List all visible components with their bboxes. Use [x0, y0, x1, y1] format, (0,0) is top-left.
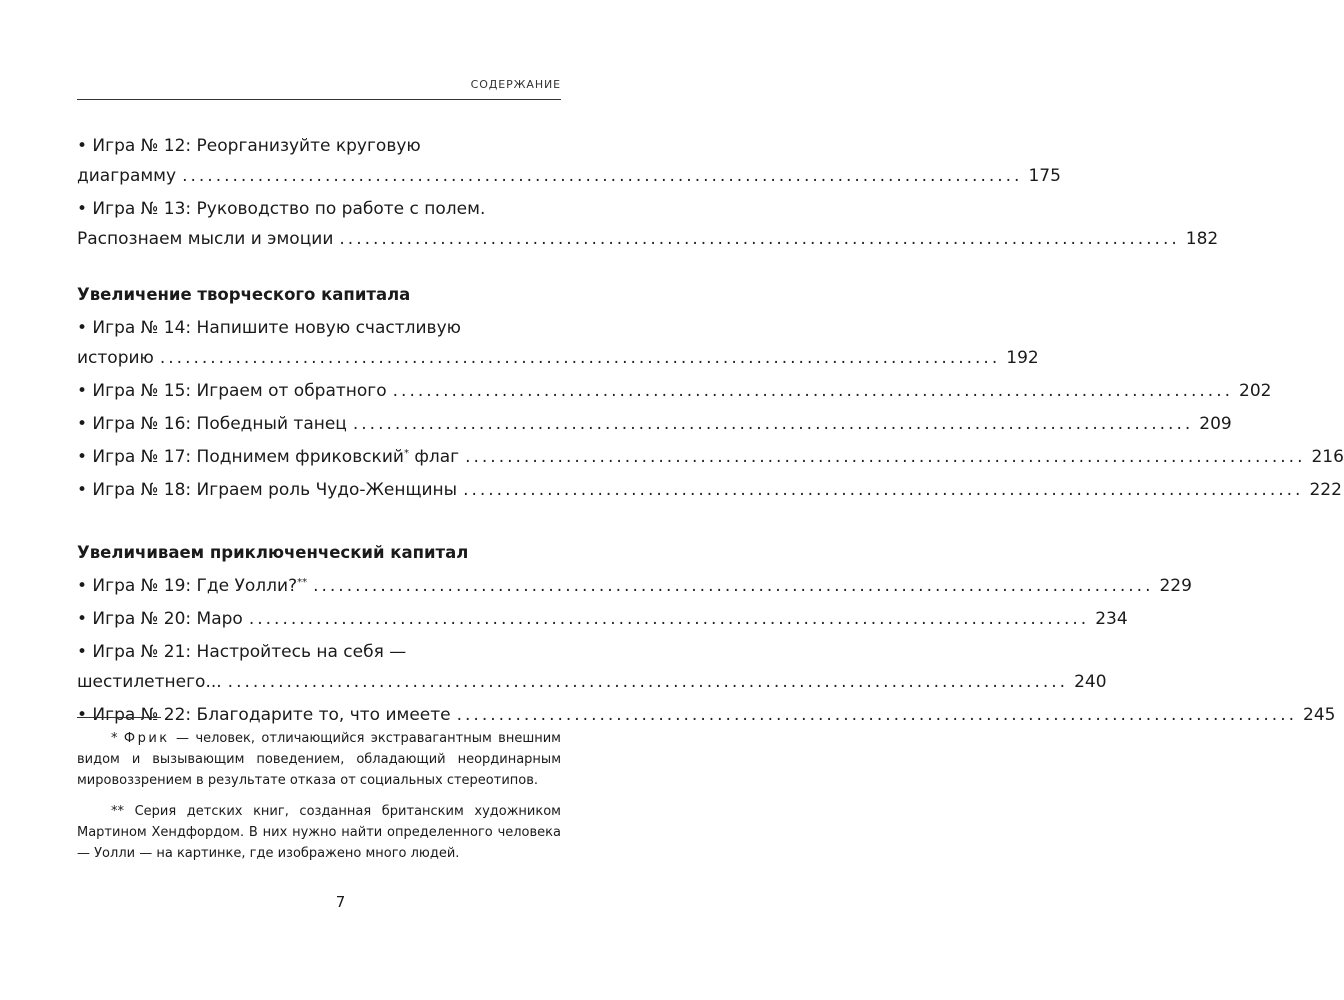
toc-entry-15[interactable]: [77, 376, 1272, 406]
toc-entry-title: [77, 442, 459, 472]
section-title-adventure-capital: Увеличиваем приключенческий капитал: [77, 543, 469, 562]
toc-entry-20[interactable]: [77, 604, 1128, 634]
toc-page-number: 175: [1028, 166, 1061, 186]
toc-entry-17[interactable]: [77, 442, 1344, 472]
toc-page-number: 234: [1095, 609, 1128, 629]
toc-entry-12[interactable]: [77, 131, 1061, 191]
footnote-text: — человек, отличающийся экстравагантным внешним видом и вызывающим поведением, обладающий неординарным мировоззрением в результате отказа от социальных стереотипов.: [77, 731, 561, 788]
toc-entry-title: • Игра № 16: Победный танец: [77, 414, 347, 434]
toc-entry-title-cont: историю: [77, 348, 154, 368]
dot-leader: ....................................................................................................: [456, 705, 1298, 725]
toc-entry-title-main: • Игра № 17: Поднимем фриковский: [77, 447, 404, 467]
toc-entry-title: • Игра № 22: Благодарите то, что имеете: [77, 705, 451, 725]
toc-entry-title-cont: диаграмму: [77, 166, 177, 186]
running-head: СОДЕРЖАНИЕ: [470, 78, 561, 91]
footnote-wally: [77, 801, 561, 864]
toc-entry-13[interactable]: [77, 194, 1219, 254]
toc-entry-title: • Игра № 14: Напишите новую счастливую: [77, 318, 461, 338]
footnote-marker[interactable]: **: [297, 577, 308, 588]
toc-entry-22[interactable]: [77, 700, 1336, 730]
toc-page-number: 240: [1074, 672, 1107, 692]
toc-entry-title: • Игра № 20: Маро: [77, 609, 243, 629]
toc-entry-title: • Игра № 18: Играем роль Чудо-Женщины: [77, 480, 458, 500]
dot-leader: ....................................................................................................: [182, 166, 1023, 186]
footnote-freak: [77, 728, 561, 791]
dot-leader: ....................................................................................................: [248, 609, 1090, 629]
toc-page-number: 202: [1239, 381, 1272, 401]
toc-entry-title-main: • Игра № 19: Где Уолли?: [77, 576, 298, 596]
toc-entry-title-cont: Распознаем мысли и эмоции: [77, 229, 334, 249]
toc-page-number: 245: [1303, 705, 1336, 725]
toc-entry-14[interactable]: [77, 313, 1039, 373]
footnote-marker: **: [111, 804, 135, 819]
header-rule: [77, 99, 561, 100]
toc-page-number: 216: [1311, 447, 1344, 467]
toc-page-number: 182: [1185, 229, 1219, 249]
toc-entry-title: • Игра № 13: Руководство по работе с полем.: [77, 199, 486, 219]
footnote-marker[interactable]: *: [403, 448, 409, 459]
section-title-creative-capital: Увеличение творческого капитала: [77, 285, 411, 304]
toc-entry-title: • Игра № 15: Играем от обратного: [77, 381, 387, 401]
footnote-text: Серия детских книг, созданная британским художником Мартином Хендфордом. В них нужно найти определенного человека — Уолли — на картинке, где изображено много людей.: [77, 804, 561, 861]
toc-entry-title-end: флаг: [408, 447, 460, 467]
dot-leader: ....................................................................................................: [465, 447, 1306, 467]
toc-entry-title: • Игра № 12: Реорганизуйте круговую: [77, 136, 421, 156]
toc-entry-title-cont: шестилетнего...: [77, 672, 222, 692]
toc-page-number: 209: [1199, 414, 1232, 434]
toc-page-number: 229: [1159, 576, 1192, 596]
dot-leader: ....................................................................................................: [313, 576, 1154, 596]
footnotes: [77, 728, 561, 874]
table-of-contents: [77, 131, 1344, 730]
toc-entry-16[interactable]: [77, 409, 1232, 439]
toc-page-number: 222: [1309, 480, 1342, 500]
toc-entry-19[interactable]: [77, 571, 1192, 601]
footnote-rule: [77, 717, 161, 718]
dot-leader: ....................................................................................................: [352, 414, 1194, 434]
page-number: 7: [335, 893, 346, 911]
dot-leader: ....................................................................................................: [463, 480, 1304, 500]
dot-leader: ....................................................................................................: [159, 348, 1001, 368]
footnote-term: Фрик: [123, 731, 170, 746]
dot-leader: ....................................................................................................: [392, 381, 1234, 401]
toc-page-number: 192: [1006, 348, 1039, 368]
toc-entry-title: [77, 571, 307, 601]
toc-entry-18[interactable]: [77, 475, 1342, 505]
dot-leader: ....................................................................................................: [227, 672, 1069, 692]
dot-leader: ....................................................................................................: [339, 229, 1180, 249]
toc-entry-title: • Игра № 21: Настройтесь на себя —: [77, 642, 407, 662]
footnote-marker: *: [111, 731, 124, 746]
toc-entry-21[interactable]: [77, 637, 1107, 697]
